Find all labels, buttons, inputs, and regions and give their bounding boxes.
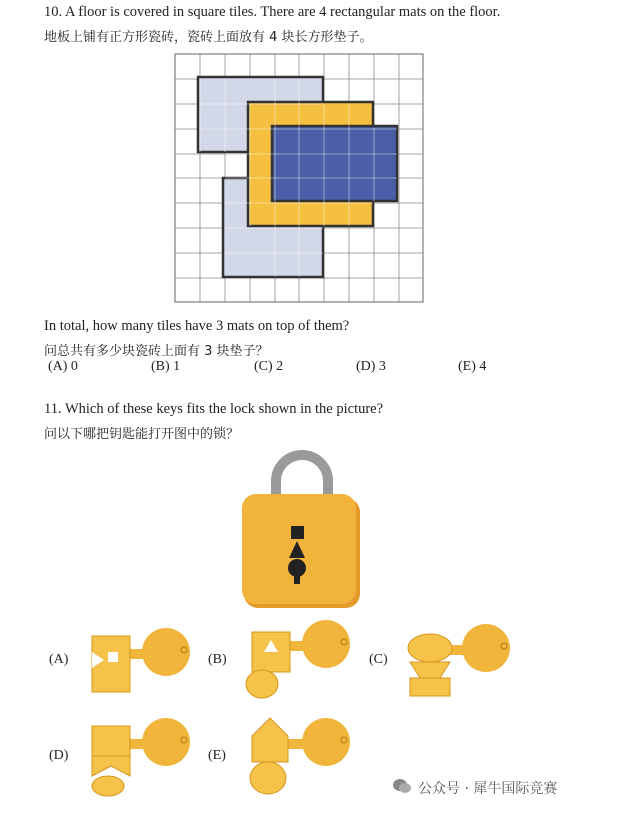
q10-statement-cn: 地板上铺有正方形瓷砖，瓷砖上面放有 4 块长方形垫子。: [44, 30, 373, 45]
key-label-c[interactable]: (C): [369, 652, 388, 667]
key-label-d[interactable]: (D): [49, 748, 69, 763]
q10-question: In total, how many tiles have 3 mats on top of them?: [44, 318, 350, 334]
keyhole-square: [291, 526, 304, 539]
key-b[interactable]: [240, 612, 355, 702]
q10-option-a[interactable]: (A) 0: [48, 359, 78, 374]
tiles-figure: [173, 52, 425, 304]
watermark: [392, 778, 557, 798]
key-label-a[interactable]: (A): [49, 652, 69, 667]
q10-question-cn: 问总共有多少块瓷砖上面有 3 块垫子？: [44, 344, 269, 359]
mat-blue: [272, 126, 397, 201]
q10-option-e[interactable]: (E) 4: [458, 359, 487, 374]
key-label-e[interactable]: (E): [208, 748, 226, 763]
q10-option-b[interactable]: (B) 1: [151, 359, 181, 374]
key-a[interactable]: [80, 622, 195, 697]
lock-figure: [236, 446, 366, 616]
key-e[interactable]: [240, 712, 355, 800]
key-c[interactable]: [400, 618, 515, 700]
key-d[interactable]: [80, 716, 195, 798]
wechat-icon: [392, 778, 412, 798]
watermark-text: 公众号 · 犀牛国际竞赛: [418, 781, 558, 797]
q10-statement: 10. A floor is covered in square tiles. There are 4 rectangular mats on the floor.: [44, 4, 501, 20]
q10-option-d[interactable]: (D) 3: [356, 359, 386, 374]
q10-option-c[interactable]: (C) 2: [254, 359, 284, 374]
q11-statement-cn: 问以下哪把钥匙能打开图中的锁？: [44, 427, 240, 442]
q11-statement: 11. Which of these keys fits the lock shown in the picture?: [44, 401, 384, 417]
key-label-b[interactable]: (B): [208, 652, 227, 667]
